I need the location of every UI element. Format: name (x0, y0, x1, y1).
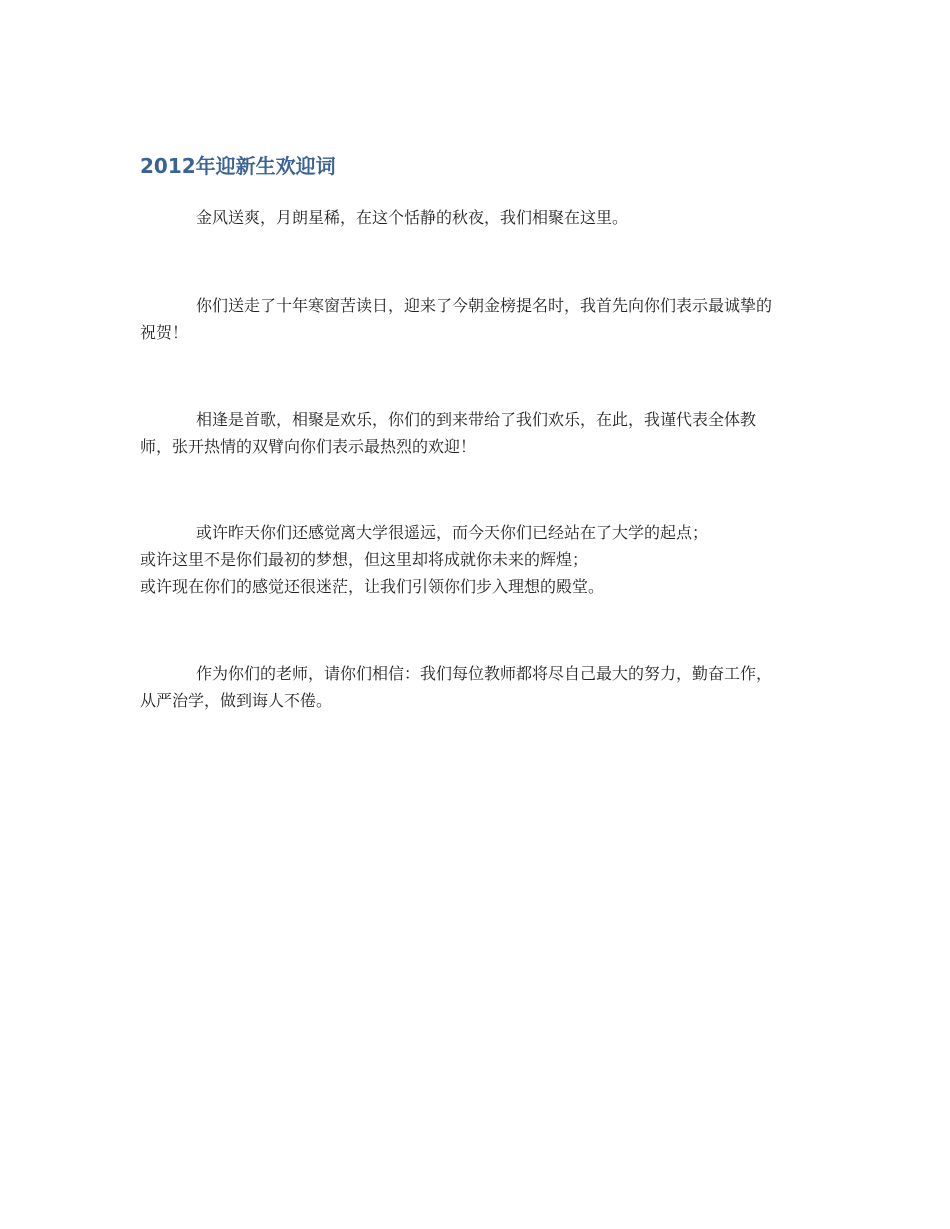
paragraph-line: 师，张开热情的双臂向你们表示最热烈的欢迎！ (140, 437, 477, 456)
paragraph-line: 祝贺！ (140, 323, 189, 342)
paragraph-2 (140, 292, 812, 346)
paragraph-3 (140, 406, 812, 460)
paragraph-4 (140, 519, 812, 600)
paragraph-line: 或许昨天你们还感觉离大学很遥远，而今天你们已经站在了大学的起点； (196, 523, 709, 542)
paragraph-line: 从严治学，做到诲人不倦。 (140, 691, 333, 710)
paragraph-line: 或许这里不是你们最初的梦想，但这里却将成就你未来的辉煌； (140, 550, 589, 569)
paragraph-line: 或许现在你们的感觉还很迷茫，让我们引领你们步入理想的殿堂。 (140, 577, 605, 596)
document-title: 2012年迎新生欢迎词 (140, 154, 336, 178)
paragraph-line: 作为你们的老师，请你们相信：我们每位教师都将尽自己最大的努力，勤奋工作， (196, 664, 773, 683)
paragraph-line: 金风送爽，月朗星稀，在这个恬静的秋夜，我们相聚在这里。 (196, 208, 629, 227)
paragraph-line: 相逢是首歌，相聚是欢乐，你们的到来带给了我们欢乐，在此，我谨代表全体教 (196, 410, 757, 429)
paragraph-1 (140, 204, 812, 231)
paragraph-line: 你们送走了十年寒窗苦读日，迎来了今朝金榜提名时，我首先向你们表示最诚挚的 (196, 296, 773, 315)
paragraph-5 (140, 660, 812, 714)
